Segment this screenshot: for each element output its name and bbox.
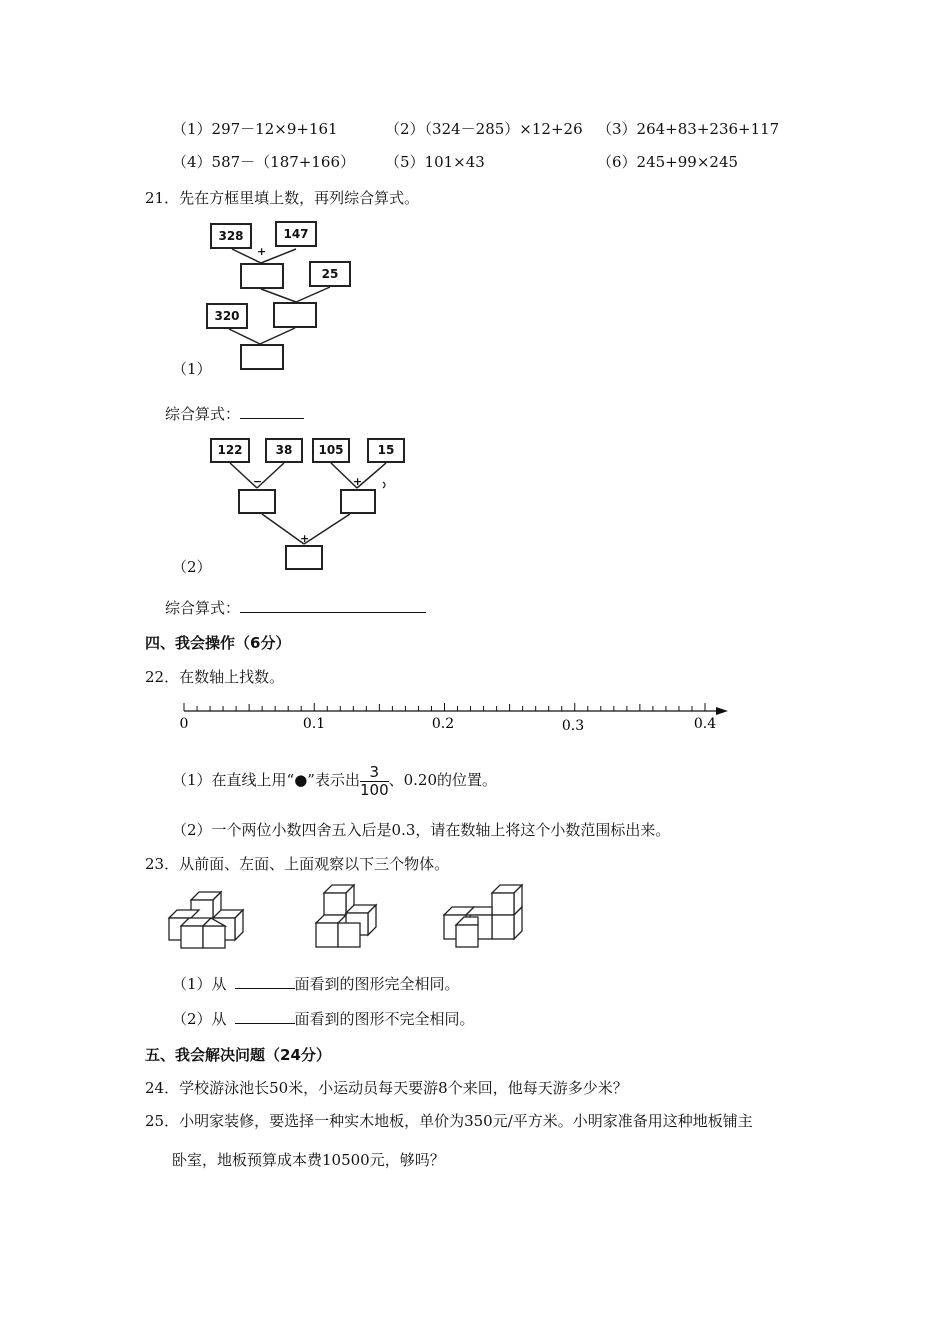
q23-sub1-suffix: 面看到的图形完全相同。 — [294, 975, 460, 993]
q21-part2-formula-blank[interactable] — [240, 598, 426, 613]
number-line[interactable] — [170, 700, 740, 738]
tree2-op-plus-1: + — [353, 475, 363, 488]
q21-title: 21．先在方框里填上数，再列综合算式。 — [145, 189, 420, 207]
q23-sub1-prefix: （1）从 — [172, 975, 227, 993]
tree2-op-plus-2: + — [300, 532, 310, 545]
q23-sub2 — [172, 1009, 475, 1029]
q23-sub2-blank[interactable] — [235, 1009, 295, 1024]
tree1-blank-box-3[interactable] — [240, 344, 284, 370]
fraction-numerator: 3 — [360, 764, 389, 782]
tree1-box-b: 147 — [275, 221, 317, 247]
q20-item-4: （4）587－（187+166） — [172, 153, 356, 171]
tree2-op-minus: − — [253, 475, 263, 488]
number-line-arrow-icon — [716, 707, 728, 715]
cube-figure-2 — [310, 883, 390, 953]
number-line-label-2: 0.2 — [431, 716, 455, 732]
q23-sub1 — [172, 974, 460, 994]
q22-sub1 — [172, 760, 497, 800]
tree1-blank-box-1[interactable] — [240, 263, 284, 289]
tree-diagram-1 — [200, 215, 370, 375]
tree2-box-c: 105 — [312, 438, 350, 463]
tree1-op-plus: + — [257, 245, 267, 258]
number-line-label-4: 0.4 — [693, 716, 717, 732]
q20-item-1: （1）297－12×9+161 — [172, 120, 338, 138]
number-line-ticks — [184, 703, 705, 711]
q20-item-5: （5）101×43 — [385, 153, 485, 171]
q20-item-3: （3）264+83+236+117 — [597, 120, 780, 138]
q21-part2-formula — [165, 598, 426, 618]
tree2-box-d: 15 — [367, 438, 405, 463]
section-5-title: 五、我会解决问题（24分） — [145, 1046, 331, 1064]
q21-part1-formula-blank[interactable] — [240, 404, 304, 419]
q20-item-6: （6）245+99×245 — [597, 153, 739, 171]
fraction-3-100 — [360, 764, 389, 799]
q23-title: 23．从前面、左面、上面观察以下三个物体。 — [145, 855, 450, 873]
q25-line-1: 25．小明家装修，要选择一种实木地板，单价为350元/平方米。小明家准备用这种地板铺主 — [145, 1112, 753, 1130]
tree1-box-d: 320 — [206, 303, 248, 329]
number-line-label-1: 0.1 — [302, 716, 326, 732]
number-line-label-0: 0 — [179, 716, 189, 732]
tree1-box-a: 328 — [210, 223, 252, 249]
q22-sub2: （2）一个两位小数四舍五入后是0.3，请在数轴上将这个小数范围标出来。 — [172, 821, 671, 839]
tree2-blank-box-2[interactable] — [340, 489, 376, 514]
q21-part1-formula-label: 综合算式： — [165, 405, 241, 423]
q21-part1-formula — [165, 404, 304, 424]
q21-part1-label: （1） — [172, 360, 212, 378]
q23-sub2-suffix: 面看到的图形不完全相同。 — [294, 1010, 475, 1028]
tree-diagram-2 — [200, 432, 420, 577]
tree2-box-a: 122 — [210, 438, 250, 463]
cube-figure-1 — [165, 888, 255, 953]
tree1-blank-box-2[interactable] — [273, 302, 317, 328]
q22-title: 22．在数轴上找数。 — [145, 668, 285, 686]
fraction-denominator: 100 — [359, 780, 389, 799]
q23-sub1-blank[interactable] — [235, 974, 295, 989]
q25-line-2: 卧室，地板预算成本费10500元，够吗？ — [172, 1151, 445, 1169]
number-line-label-3: 0.3 — [561, 718, 585, 734]
q24-text: 24．学校游泳池长50米，小运动员每天要游8个来回，他每天游多少米？ — [145, 1079, 628, 1097]
tree1-box-c: 25 — [309, 261, 351, 287]
q21-part2-label: （2） — [172, 558, 212, 576]
section-4-title: 四、我会操作（6分） — [145, 634, 291, 652]
q23-sub2-prefix: （2）从 — [172, 1010, 227, 1028]
tree2-blank-box-1[interactable] — [238, 489, 276, 514]
q21-part2-formula-label: 综合算式： — [165, 599, 241, 617]
q22-sub1-prefix: （1）在直线上用“●”表示出 — [172, 771, 360, 789]
cube-figure-3 — [440, 883, 530, 953]
q20-item-2: （2）（324－285）×12+26 — [385, 120, 583, 138]
tree2-blank-box-3[interactable] — [285, 545, 323, 570]
q22-sub1-suffix: 、0.20的位置。 — [388, 771, 498, 789]
tree2-box-b: 38 — [265, 438, 303, 463]
